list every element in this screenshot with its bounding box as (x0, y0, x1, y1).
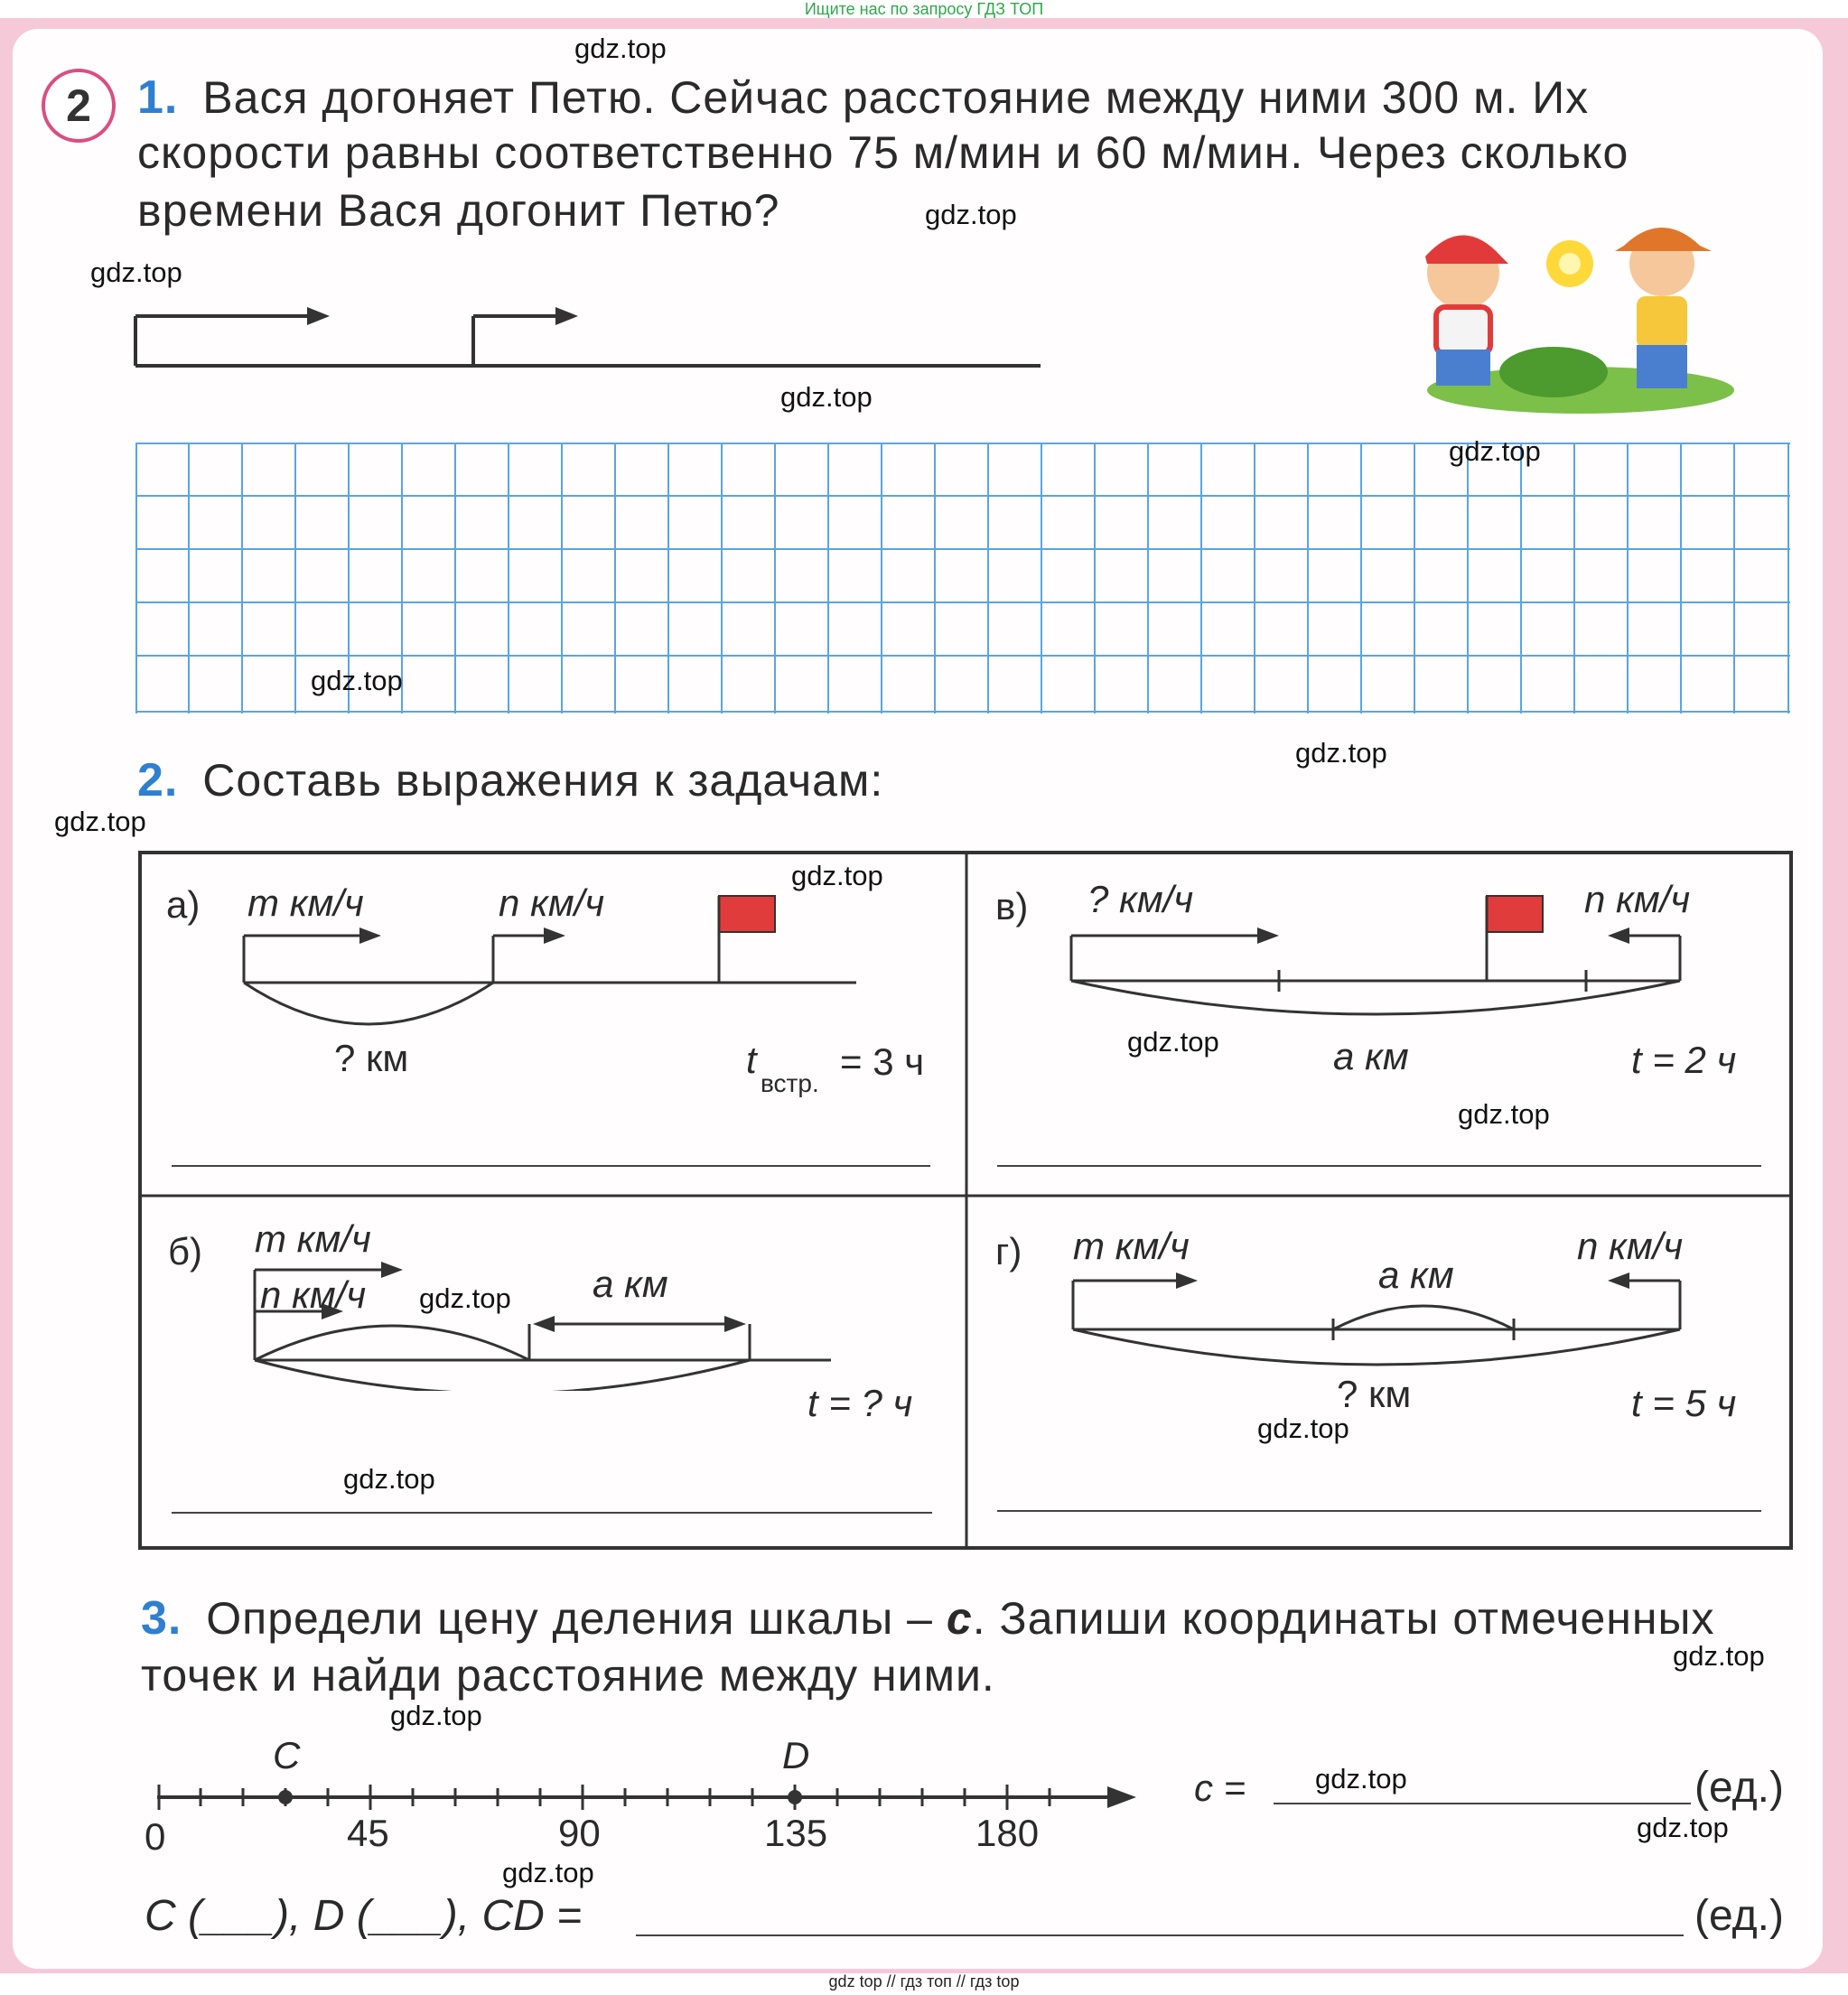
v-letter: в) (995, 885, 1029, 928)
task3-number: 3. (141, 1592, 182, 1645)
tick-135: 135 (764, 1812, 828, 1854)
a-time-sub: встр. (761, 1069, 819, 1097)
watermark-19: gdz.top (502, 1857, 594, 1888)
task1-number: 1. (137, 71, 179, 124)
tick-0: 0 (145, 1815, 166, 1858)
b-time: t = ? ч (807, 1382, 913, 1424)
g-answer-line[interactable] (997, 1510, 1761, 1512)
diagram-b (235, 1246, 867, 1391)
point-c-marker (278, 1790, 293, 1804)
task1-scheme (126, 289, 1066, 379)
top-banner[interactable]: Ищите нас по запросу ГДЗ ТОП (804, 0, 1044, 18)
boys-illustration (1373, 210, 1752, 417)
g-dist: ? км (1337, 1373, 1412, 1415)
watermark-6: gdz.top (311, 665, 403, 696)
cd-answer: C (___), D (___), CD = (145, 1892, 583, 1940)
watermark-2: gdz.top (925, 199, 1017, 230)
point-c-label: C (273, 1734, 301, 1776)
g-dist-inner: a км (1378, 1254, 1454, 1296)
watermark-14: gdz.top (343, 1463, 435, 1495)
g-speed2: n км/ч (1577, 1225, 1684, 1267)
watermark-11: gdz.top (1458, 1098, 1550, 1130)
diagram-g (1048, 1246, 1698, 1391)
a-dist: ? км (334, 1037, 409, 1079)
v-speed1: ? км/ч (1087, 878, 1194, 920)
tick-180: 180 (975, 1812, 1040, 1854)
a-time-t: t (746, 1039, 757, 1081)
tick-90: 90 (558, 1812, 601, 1854)
b-speed1: m км/ч (255, 1217, 371, 1260)
a-speed2: n км/ч (499, 881, 605, 924)
a-speed1: m км/ч (247, 881, 364, 924)
task2-title-line (137, 753, 883, 807)
footer-text[interactable]: gdz top // гдз топ // гдз top (828, 1972, 1020, 1990)
v-answer-line[interactable] (997, 1165, 1761, 1167)
task1-line3: времени Вася догонит Петю? (137, 185, 780, 236)
v-dist: a км (1333, 1035, 1409, 1077)
watermark-4: gdz.top (780, 381, 873, 413)
task1-line2: скорости равны соответственно 75 м/мин и 60 м/мин. Через сколько (137, 127, 1629, 178)
watermark-16: gdz.top (390, 1700, 482, 1731)
watermark-3: gdz.top (90, 256, 182, 288)
b-dist: a км (593, 1263, 668, 1305)
cd-unit: (ед.) (1694, 1892, 1784, 1940)
v-speed2: n км/ч (1584, 878, 1691, 920)
watermark-15: gdz.top (1673, 1640, 1765, 1672)
watermark-13: gdz.top (1257, 1412, 1349, 1444)
g-time: t = 5 ч (1631, 1382, 1737, 1424)
a-answer-line[interactable] (172, 1165, 930, 1167)
c-answer-line[interactable] (1274, 1803, 1691, 1804)
b-letter: б) (168, 1230, 203, 1273)
c-equals: c = (1194, 1767, 1246, 1809)
page-number-badge (42, 69, 116, 143)
task2-number: 2. (137, 754, 179, 806)
point-d-marker (788, 1790, 802, 1804)
watermark-17: gdz.top (1315, 1763, 1407, 1795)
a-letter: а) (166, 883, 201, 926)
flag-icon (1487, 896, 1543, 932)
b-answer-line[interactable] (172, 1512, 932, 1514)
tick-45: 45 (347, 1812, 389, 1854)
watermark-12: gdz.top (419, 1282, 511, 1314)
g-speed1: m км/ч (1073, 1225, 1190, 1267)
task3-c-var: c (946, 1593, 973, 1644)
watermark-5: gdz.top (1449, 435, 1541, 467)
g-letter: г) (995, 1230, 1022, 1273)
v-time: t = 2 ч (1631, 1039, 1737, 1081)
watermark-18: gdz.top (1637, 1812, 1729, 1843)
a-time-val: = 3 ч (840, 1040, 925, 1083)
watermark-1: gdz.top (574, 33, 667, 64)
watermark-8: gdz.top (54, 806, 146, 837)
flag-icon (719, 896, 775, 932)
watermark-10: gdz.top (1127, 1026, 1219, 1058)
b-speed2: n км/ч (260, 1273, 367, 1316)
watermark-7: gdz.top (1295, 737, 1387, 769)
cd-answer-line[interactable] (636, 1934, 1684, 1936)
task1-line1: 1. Вася догоняет Петю. Сейчас расстояние между ними 300 м. Их (137, 71, 1590, 124)
task3-line2: точек и найди расстояние между ними. (141, 1650, 995, 1701)
watermark-9: gdz.top (791, 860, 883, 891)
c-unit: (ед.) (1694, 1764, 1784, 1812)
task2-title: Составь выражения к задачам: (202, 755, 884, 806)
point-d-label: D (782, 1734, 810, 1776)
task3-line1: 3. Определи цену деления шкалы – c. Запиши координаты отмеченных (141, 1592, 1715, 1645)
page-number: 2 (66, 80, 91, 131)
